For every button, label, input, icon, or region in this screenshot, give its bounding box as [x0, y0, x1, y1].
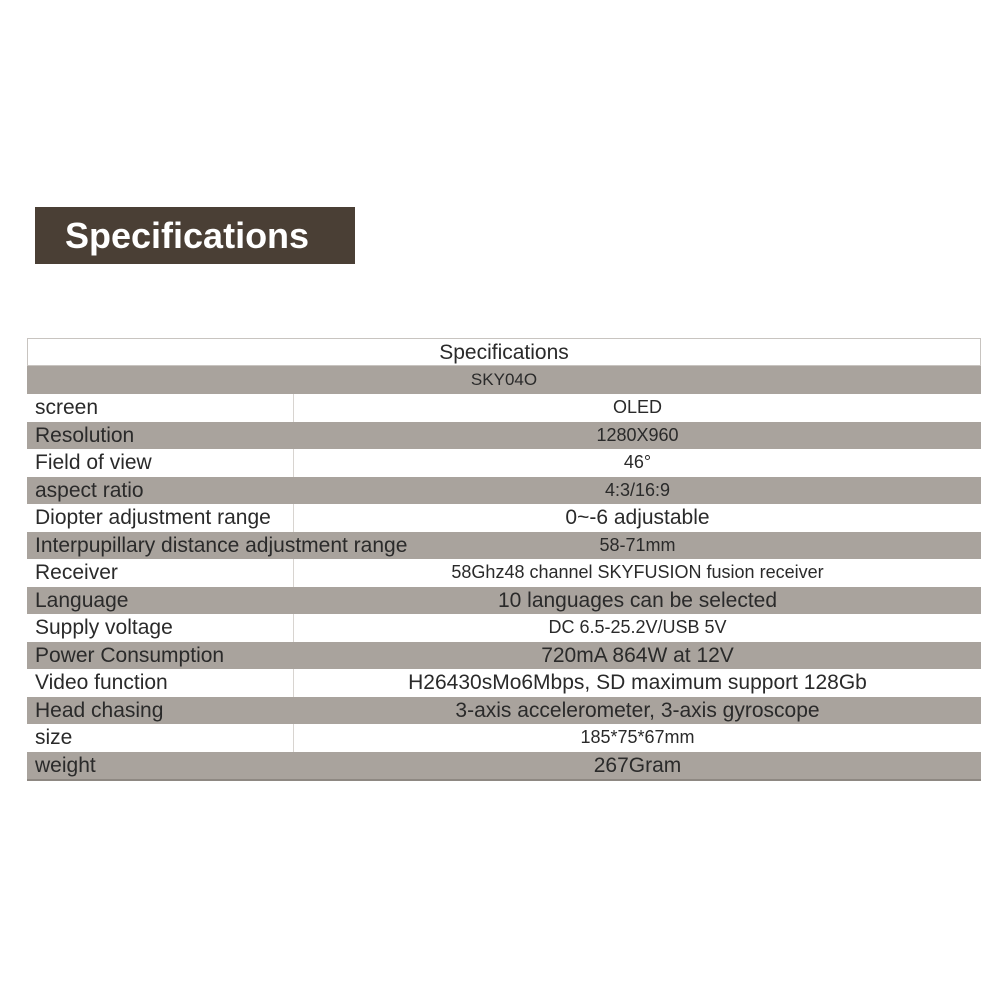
- row-value: 58Ghz48 channel SKYFUSION fusion receiver: [451, 562, 824, 583]
- row-label: Head chasing: [35, 698, 164, 722]
- spec-table: [27, 338, 981, 781]
- table-row: [27, 422, 981, 450]
- row-value: H26430sMo6Mbps, SD maximum support 128Gb: [408, 671, 867, 695]
- row-label: Video function: [27, 669, 294, 697]
- table-row: [27, 477, 981, 505]
- row-value: 4:3/16:9: [604, 479, 671, 500]
- table-row: [27, 587, 981, 615]
- row-value: 267Gram: [593, 753, 682, 777]
- row-value: 185*75*67mm: [580, 727, 695, 748]
- row-label: size: [27, 724, 294, 752]
- model-name: SKY04O: [27, 366, 981, 394]
- row-label: aspect ratio: [35, 478, 144, 502]
- row-label: Resolution: [35, 423, 135, 447]
- row-label: Interpupillary distance adjustment range: [35, 533, 408, 557]
- table-bottom-divider: [27, 779, 981, 781]
- row-value: OLED: [612, 397, 663, 418]
- table-row: [27, 752, 981, 780]
- table-row: [27, 504, 981, 532]
- row-label: Receiver: [27, 559, 294, 587]
- row-value: 58-71mm: [599, 534, 676, 555]
- row-label: Power Consumption: [35, 643, 225, 667]
- row-value: 1280X960: [596, 424, 679, 445]
- row-value: 10 languages can be selected: [497, 588, 778, 612]
- row-value: 0~-6 adjustable: [565, 506, 710, 530]
- table-row: [27, 449, 981, 477]
- row-label: Supply voltage: [27, 614, 294, 642]
- table-row: [27, 724, 981, 752]
- row-value: 46°: [623, 452, 652, 473]
- table-row: [27, 614, 981, 642]
- row-label: Language: [35, 588, 129, 612]
- row-label: weight: [35, 753, 96, 777]
- table-row: [27, 642, 981, 670]
- table-row: [27, 669, 981, 697]
- row-value: 3-axis accelerometer, 3-axis gyroscope: [455, 698, 820, 722]
- table-row: [27, 394, 981, 422]
- table-row: [27, 532, 981, 560]
- table-title: Specifications: [27, 338, 981, 366]
- row-value: 720mA 864W at 12V: [541, 643, 734, 667]
- row-label: Diopter adjustment range: [27, 504, 294, 532]
- specifications-banner: Specifications: [35, 207, 355, 264]
- table-row: [27, 559, 981, 587]
- row-label: Field of view: [27, 449, 294, 477]
- row-value: DC 6.5-25.2V/USB 5V: [548, 617, 727, 638]
- table-row: [27, 697, 981, 725]
- row-label: screen: [27, 394, 294, 422]
